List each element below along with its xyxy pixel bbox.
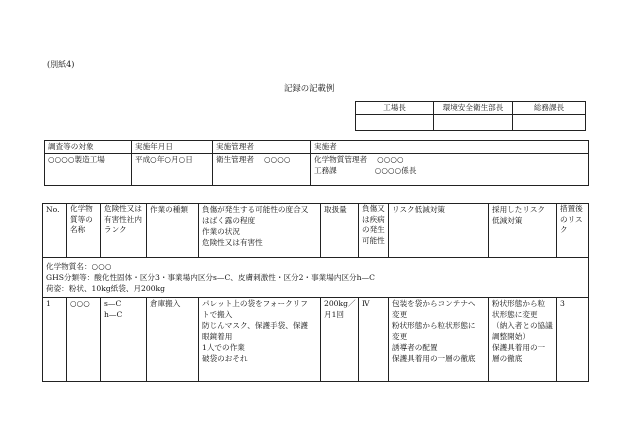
implementer2-name: ○○○○係長 [374, 166, 417, 175]
approval-stamp-table [355, 101, 586, 131]
possibility-header-line: 負傷が発生する可能性の度合又 [202, 205, 309, 214]
survey-implementer [311, 154, 589, 186]
survey-info-table [44, 140, 589, 186]
possibility-header-line: はばく露の程度 [202, 216, 256, 225]
possibility-line: 防じんマスク、保護手袋、保護 [202, 321, 309, 330]
stamp-cell [434, 115, 513, 131]
amount-line: 月1回 [324, 310, 345, 319]
risk-assessment-table [42, 203, 589, 382]
possibility-line: 眼鏡着用 [202, 332, 233, 341]
implementer1-name: ○○○○ [377, 155, 404, 164]
hazard-rank-line: s—C [104, 299, 122, 308]
col-header-hazard-rank: 危険性又は有害性社内ランク [101, 204, 147, 258]
row-severity: Ⅳ [359, 298, 389, 382]
adopted-header-line: 低減対策 [492, 216, 523, 225]
col-header-substance: 化学物質等の名称 [67, 204, 101, 258]
stamp-header-ehs-director: 環境安全衛生部長 [434, 102, 513, 115]
measure-line: 包装を袋からコンテナへ [392, 299, 476, 308]
survey-header-manager: 実施管理者 [213, 141, 311, 154]
possibility-line: 1人での作業 [202, 343, 245, 352]
row-work-type: 倉庫搬入 [147, 298, 199, 382]
survey-header-target: 調査等の対象 [45, 141, 132, 154]
col-header-no: No. [43, 204, 67, 258]
measure-line: 保護具着用の一層の徹底 [392, 354, 476, 363]
measure-line: 誘導者の配置 [392, 343, 438, 352]
survey-date: 平成○年○月○日 [132, 154, 213, 186]
col-header-possibility [199, 204, 321, 258]
row-adopted [489, 298, 557, 382]
survey-manager [213, 154, 311, 186]
row-hazard-rank [101, 298, 147, 382]
col-header-amount: 取扱量 [321, 204, 359, 258]
stamp-header-general-affairs: 総務課長 [513, 102, 586, 115]
possibility-line: トで搬入 [202, 310, 233, 319]
manager-name: ○○○○ [263, 155, 291, 164]
measure-line: 変更 [392, 332, 408, 341]
substance-info-line: GHS分類等：酸化性固体・区分3・事業場内区分s—C、皮膚刺激性・区分2・事業場内区分h—C [46, 273, 375, 282]
hazard-rank-line: h—C [104, 310, 123, 319]
substance-info-line: 化学物質名：○○○ [46, 262, 112, 271]
stamp-header-factory-manager: 工場長 [356, 102, 434, 115]
adopted-line: 状形態に変更 [492, 310, 538, 319]
adopted-line: （納入者との協議 [492, 321, 553, 330]
col-header-measures: リスク低減対策 [389, 204, 489, 258]
col-header-work-type: 作業の種類 [147, 204, 199, 258]
adopted-line: 層の徹底 [492, 354, 523, 363]
stamp-cell [356, 115, 434, 131]
col-header-severity: 負傷又は疾病の発生可能性 [359, 204, 389, 258]
row-measures [389, 298, 489, 382]
attachment-label: (別紙4) [47, 60, 75, 69]
adopted-header-line: 採用したリスク [492, 205, 546, 214]
row-residual-risk: 3 [557, 298, 589, 382]
substance-info-line: 荷姿：粉状、10kg紙袋、月200kg [46, 284, 166, 293]
possibility-line: 破袋のおそれ [202, 354, 248, 363]
survey-header-implementer: 実施者 [311, 141, 589, 154]
page-title: 記録の記載例 [284, 83, 335, 93]
implementer1-role: 化学物質管理者 [314, 155, 368, 164]
implementer2-role: 工務課 [314, 166, 337, 175]
measure-line: 変更 [392, 310, 408, 319]
amount-line: 200kg／ [324, 299, 356, 308]
row-possibility [199, 298, 321, 382]
col-header-residual-risk: 措置後のリスク [557, 204, 589, 258]
row-no: 1 [43, 298, 67, 382]
substance-info [43, 258, 589, 298]
manager-role: 衛生管理者 [216, 155, 254, 164]
row-amount [321, 298, 359, 382]
possibility-header-line: 危険性又は有害性 [202, 238, 263, 247]
possibility-line: パレット上の袋をフォークリフ [202, 299, 308, 308]
survey-target: ○○○○製造工場 [45, 154, 132, 186]
adopted-line: 保護具着用の一 [492, 343, 546, 352]
col-header-adopted [489, 204, 557, 258]
row-substance: ○○○ [67, 298, 101, 382]
stamp-cell [513, 115, 586, 131]
measure-line: 粉状形態から粒状形態に [392, 321, 476, 330]
possibility-header-line: 作業の状況 [202, 227, 240, 236]
adopted-line: 調整開始） [492, 332, 530, 341]
adopted-line: 粉状形態から粒 [492, 299, 546, 308]
survey-header-date: 実施年月日 [132, 141, 213, 154]
